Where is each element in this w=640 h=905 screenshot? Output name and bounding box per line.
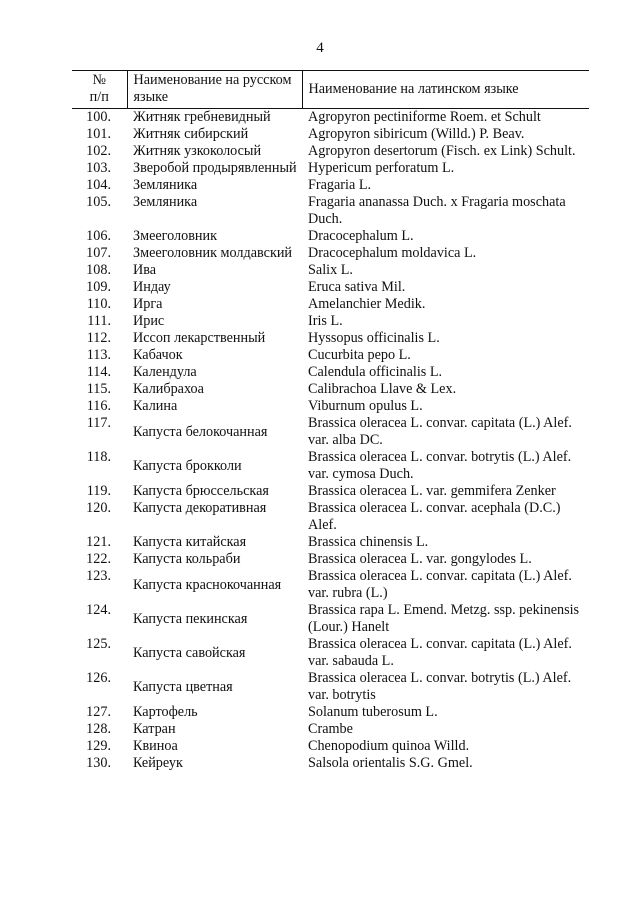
row-number: 123.	[86, 568, 111, 584]
russian-name: Капуста китайская	[133, 534, 247, 550]
latin-name: Fragaria L.	[308, 177, 372, 193]
russian-name: Квиноа	[133, 738, 178, 754]
table-row	[72, 347, 589, 364]
latin-name: Agropyron pectiniforme Roem. et Schult	[308, 109, 541, 125]
latin-name: Amelanchier Medik.	[308, 296, 426, 312]
table-row	[72, 636, 589, 670]
russian-name: Калибрахоа	[133, 381, 204, 397]
latin-name: Brassica oleracea L. convar. acephala (D.C.) Alef.	[308, 500, 561, 533]
row-number: 122.	[86, 551, 111, 567]
latin-name: Brassica oleracea L. convar. capitata (L.) Alef. var. sabauda L.	[308, 636, 572, 669]
table-row	[72, 126, 589, 143]
russian-name: Земляника	[133, 177, 198, 193]
latin-name: Viburnum opulus L.	[308, 398, 423, 414]
russian-name: Ирга	[133, 296, 163, 312]
row-number: 116.	[86, 398, 111, 414]
russian-name: Змееголовник молдавский	[133, 245, 293, 261]
latin-name: Salix L.	[308, 262, 353, 278]
latin-name: Agropyron sibiricum (Willd.) P. Beav.	[308, 126, 525, 142]
table-row	[72, 398, 589, 415]
row-number: 105.	[86, 194, 111, 210]
header-number-sign: №	[92, 72, 107, 88]
russian-name: Капуста пекинская	[133, 610, 248, 627]
row-number: 124.	[86, 602, 111, 618]
row-number: 107.	[86, 245, 111, 261]
row-number: 106.	[86, 228, 111, 244]
latin-name: Brassica chinensis L.	[308, 534, 429, 550]
russian-name: Картофель	[133, 704, 198, 720]
latin-name: Brassica oleracea L. convar. botrytis (L.) Alef. var. botrytis	[308, 670, 572, 703]
table-row	[72, 228, 589, 245]
russian-name: Капуста краснокочанная	[133, 576, 282, 593]
latin-name: Salsola orientalis S.G. Gmel.	[308, 755, 473, 771]
table-row	[72, 483, 589, 500]
latin-name: Brassica oleracea L. convar. capitata (L.) Alef. var. alba DC.	[308, 415, 572, 448]
table-row	[72, 381, 589, 398]
row-number: 125.	[86, 636, 111, 652]
table-row	[72, 602, 589, 636]
russian-name: Иссоп лекарственный	[133, 330, 266, 346]
row-number: 109.	[86, 279, 111, 295]
table-row	[72, 262, 589, 279]
russian-name: Ирис	[133, 313, 165, 329]
row-number: 112.	[86, 330, 111, 346]
russian-name: Житняк сибирский	[133, 126, 249, 142]
row-number: 128.	[86, 721, 111, 737]
latin-name: Brassica rapa L. Emend. Metzg. ssp. pekinensis (Lour.) Hanelt	[308, 602, 580, 635]
table-row	[72, 313, 589, 330]
russian-name: Житняк узкоколосый	[133, 143, 262, 159]
plant-names-table	[72, 70, 589, 772]
latin-name: Dracocephalum moldavica L.	[308, 245, 477, 261]
row-number: 101.	[86, 126, 111, 142]
table-row	[72, 738, 589, 755]
row-number: 104.	[86, 177, 111, 193]
russian-name: Капуста брокколи	[133, 457, 242, 474]
latin-name: Brassica oleracea L. convar. botrytis (L.) Alef. var. cymosa Duch.	[308, 449, 572, 482]
russian-name: Капуста цветная	[133, 678, 233, 695]
latin-name: Chenopodium quinoa Willd.	[308, 738, 470, 754]
table-row	[72, 160, 589, 177]
table-row	[72, 500, 589, 534]
latin-name: Fragaria ananassa Duch. x Fragaria moschata Duch.	[308, 194, 566, 227]
row-number: 127.	[86, 704, 111, 720]
row-number: 120.	[86, 500, 111, 516]
table-row	[72, 670, 589, 704]
russian-name: Ива	[133, 262, 157, 278]
table-body	[72, 109, 589, 773]
russian-name: Капуста кольраби	[133, 551, 241, 567]
table-row	[72, 143, 589, 160]
row-number: 102.	[86, 143, 111, 159]
header-russian-name: Наименование на русском языке	[127, 71, 302, 109]
header-row	[72, 71, 589, 109]
row-number: 103.	[86, 160, 111, 176]
table-row	[72, 568, 589, 602]
latin-name: Brassica oleracea L. convar. capitata (L.) Alef. var. rubra (L.)	[308, 568, 572, 601]
latin-name: Iris L.	[308, 313, 343, 329]
russian-name: Кейреук	[133, 755, 183, 771]
latin-name: Solanum tuberosum L.	[308, 704, 438, 720]
latin-name: Agropyron desertorum (Fisch. ex Link) Schult.	[308, 143, 576, 159]
latin-name: Crambe	[308, 721, 353, 737]
latin-name: Hypericum perforatum L.	[308, 160, 455, 176]
table-row	[72, 194, 589, 228]
latin-name: Brassica oleracea L. var. gemmifera Zenker	[308, 483, 556, 499]
table-row	[72, 296, 589, 313]
row-number: 130.	[86, 755, 111, 771]
row-number: 100.	[86, 109, 111, 125]
table-row	[72, 551, 589, 568]
table-row	[72, 364, 589, 381]
latin-name: Eruca sativa Mil.	[308, 279, 406, 295]
russian-name: Капуста савойская	[133, 644, 246, 661]
table-row	[72, 704, 589, 721]
russian-name: Катран	[133, 721, 176, 737]
row-number: 113.	[86, 347, 111, 363]
russian-name: Змееголовник	[133, 228, 218, 244]
row-number: 119.	[86, 483, 111, 499]
latin-name: Cucurbita pepo L.	[308, 347, 411, 363]
row-number: 121.	[86, 534, 111, 550]
russian-name: Кабачок	[133, 347, 183, 363]
row-number: 129.	[86, 738, 111, 754]
table-row	[72, 279, 589, 296]
russian-name: Житняк гребневидный	[133, 109, 271, 125]
row-number: 118.	[86, 449, 111, 465]
russian-name: Капуста белокочанная	[133, 423, 268, 440]
header-latin-name: Наименование на латинском языке	[302, 71, 589, 109]
russian-name: Календула	[133, 364, 197, 380]
table-row	[72, 330, 589, 347]
table-row	[72, 721, 589, 738]
table-row	[72, 415, 589, 449]
row-number: 114.	[86, 364, 111, 380]
table-header	[72, 71, 589, 109]
table-row	[72, 109, 589, 127]
row-number: 108.	[86, 262, 111, 278]
row-number: 115.	[86, 381, 111, 397]
latin-name: Calibrachoa Llave & Lex.	[308, 381, 457, 397]
russian-name: Капуста брюссельская	[133, 483, 269, 499]
table-row	[72, 755, 589, 772]
latin-name: Brassica oleracea L. var. gongylodes L.	[308, 551, 532, 567]
header-number	[72, 71, 127, 109]
table-row	[72, 177, 589, 194]
russian-name: Калина	[133, 398, 178, 414]
latin-name: Dracocephalum L.	[308, 228, 414, 244]
russian-name: Капуста декоративная	[133, 500, 267, 516]
russian-name: Земляника	[133, 194, 198, 210]
russian-name: Зверобой продырявленный	[133, 160, 297, 176]
header-number-abbr: п/п	[89, 89, 109, 105]
page-number: 4	[316, 40, 324, 56]
row-number: 117.	[86, 415, 111, 431]
table-row	[72, 449, 589, 483]
latin-name: Hyssopus officinalis L.	[308, 330, 440, 346]
latin-name: Calendula officinalis L.	[308, 364, 443, 380]
row-number: 111.	[87, 313, 111, 329]
row-number: 126.	[86, 670, 111, 686]
table-row	[72, 245, 589, 262]
row-number: 110.	[86, 296, 111, 312]
russian-name: Индау	[133, 279, 171, 295]
table-row	[72, 534, 589, 551]
